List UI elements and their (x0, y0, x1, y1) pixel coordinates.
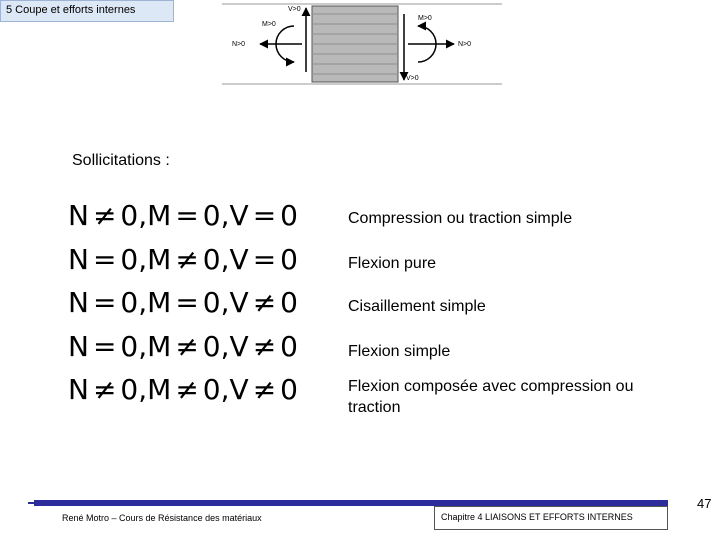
formula-m: M (147, 243, 172, 276)
formula-zero: 0 (120, 286, 139, 319)
formula-m-relation: = (175, 286, 199, 319)
formula-v: V (229, 199, 249, 232)
formula-row-3: N = 0,M = 0,V ≠ 0 (68, 286, 298, 319)
formula-v-relation: ≠ (252, 330, 277, 363)
page-number: 47 (697, 496, 712, 511)
formula-v: V (229, 286, 249, 319)
formula-v-relation: = (252, 243, 277, 276)
formula-m-relation: = (175, 199, 199, 232)
formula-n-relation: = (92, 286, 117, 319)
formula-v: V (229, 330, 249, 363)
formula-m: M (147, 373, 172, 406)
formula-zero: 0 (202, 330, 221, 363)
formula-zero: 0 (202, 243, 221, 276)
formula-n-relation: = (92, 243, 117, 276)
formula-m-relation: ≠ (175, 243, 199, 276)
right-normal-label: N>0 (458, 41, 472, 48)
section-label: Sollicitations : (72, 152, 170, 169)
formula-m-relation: ≠ (175, 373, 199, 406)
footer-chapter: Chapitre 4 LIAISONS ET EFFORTS INTERNES (434, 506, 668, 530)
formula-zero: 0 (280, 373, 298, 406)
slide-title: 5 Coupe et efforts internes (0, 0, 174, 22)
formula-n-relation: = (92, 330, 117, 363)
formula-v: V (229, 243, 249, 276)
internal-forces-diagram (222, 0, 502, 88)
case-description-1: Compression ou traction simple (348, 210, 573, 227)
formula-m: M (147, 330, 172, 363)
formula-zero: 0 (120, 373, 139, 406)
formula-zero: 0 (120, 330, 139, 363)
left-shear-label: V>0 (288, 6, 301, 13)
formula-n: N (68, 286, 89, 319)
formula-zero: 0 (202, 199, 221, 232)
formula-m-relation: ≠ (175, 330, 199, 363)
left-normal-label: N>0 (232, 41, 246, 48)
formula-v-relation: ≠ (252, 373, 277, 406)
formula-zero: 0 (202, 373, 221, 406)
formula-zero: 0 (280, 330, 298, 363)
formula-zero: 0 (280, 243, 298, 276)
case-description-4: Flexion simple (348, 343, 451, 360)
formula-zero: 0 (280, 199, 298, 232)
right-moment-label: M>0 (418, 15, 432, 22)
formula-zero: 0 (120, 199, 139, 232)
formula-n-relation: ≠ (92, 199, 117, 232)
formula-v-relation: ≠ (252, 286, 277, 319)
right-shear-label: V>0 (406, 75, 419, 82)
formula-v: V (229, 373, 249, 406)
formula-zero: 0 (120, 243, 139, 276)
formula-v-relation: = (252, 199, 277, 232)
formula-zero: 0 (280, 286, 298, 319)
formula-n: N (68, 243, 89, 276)
case-description-5: Flexion composée avec compression ou traction (348, 378, 634, 416)
case-description-3: Cisaillement simple (348, 298, 486, 315)
formula-n: N (68, 199, 89, 232)
formula-zero: 0 (202, 286, 221, 319)
formula-m: M (147, 199, 172, 232)
formula-m: M (147, 286, 172, 319)
case-description-2: Flexion pure (348, 255, 437, 272)
formula-n-relation: ≠ (92, 373, 117, 406)
formula-row-1: N ≠ 0,M = 0,V = 0 (68, 199, 298, 232)
formula-row-2: N = 0,M ≠ 0,V = 0 (68, 243, 298, 276)
formula-row-5: N ≠ 0,M ≠ 0,V ≠ 0 (68, 373, 298, 406)
left-moment-label: M>0 (262, 21, 276, 28)
formula-n: N (68, 330, 89, 363)
footer-author: René Motro – Cours de Résistance des matériaux (62, 513, 262, 523)
formula-n: N (68, 373, 89, 406)
formula-row-4: N = 0,M ≠ 0,V ≠ 0 (68, 330, 298, 363)
